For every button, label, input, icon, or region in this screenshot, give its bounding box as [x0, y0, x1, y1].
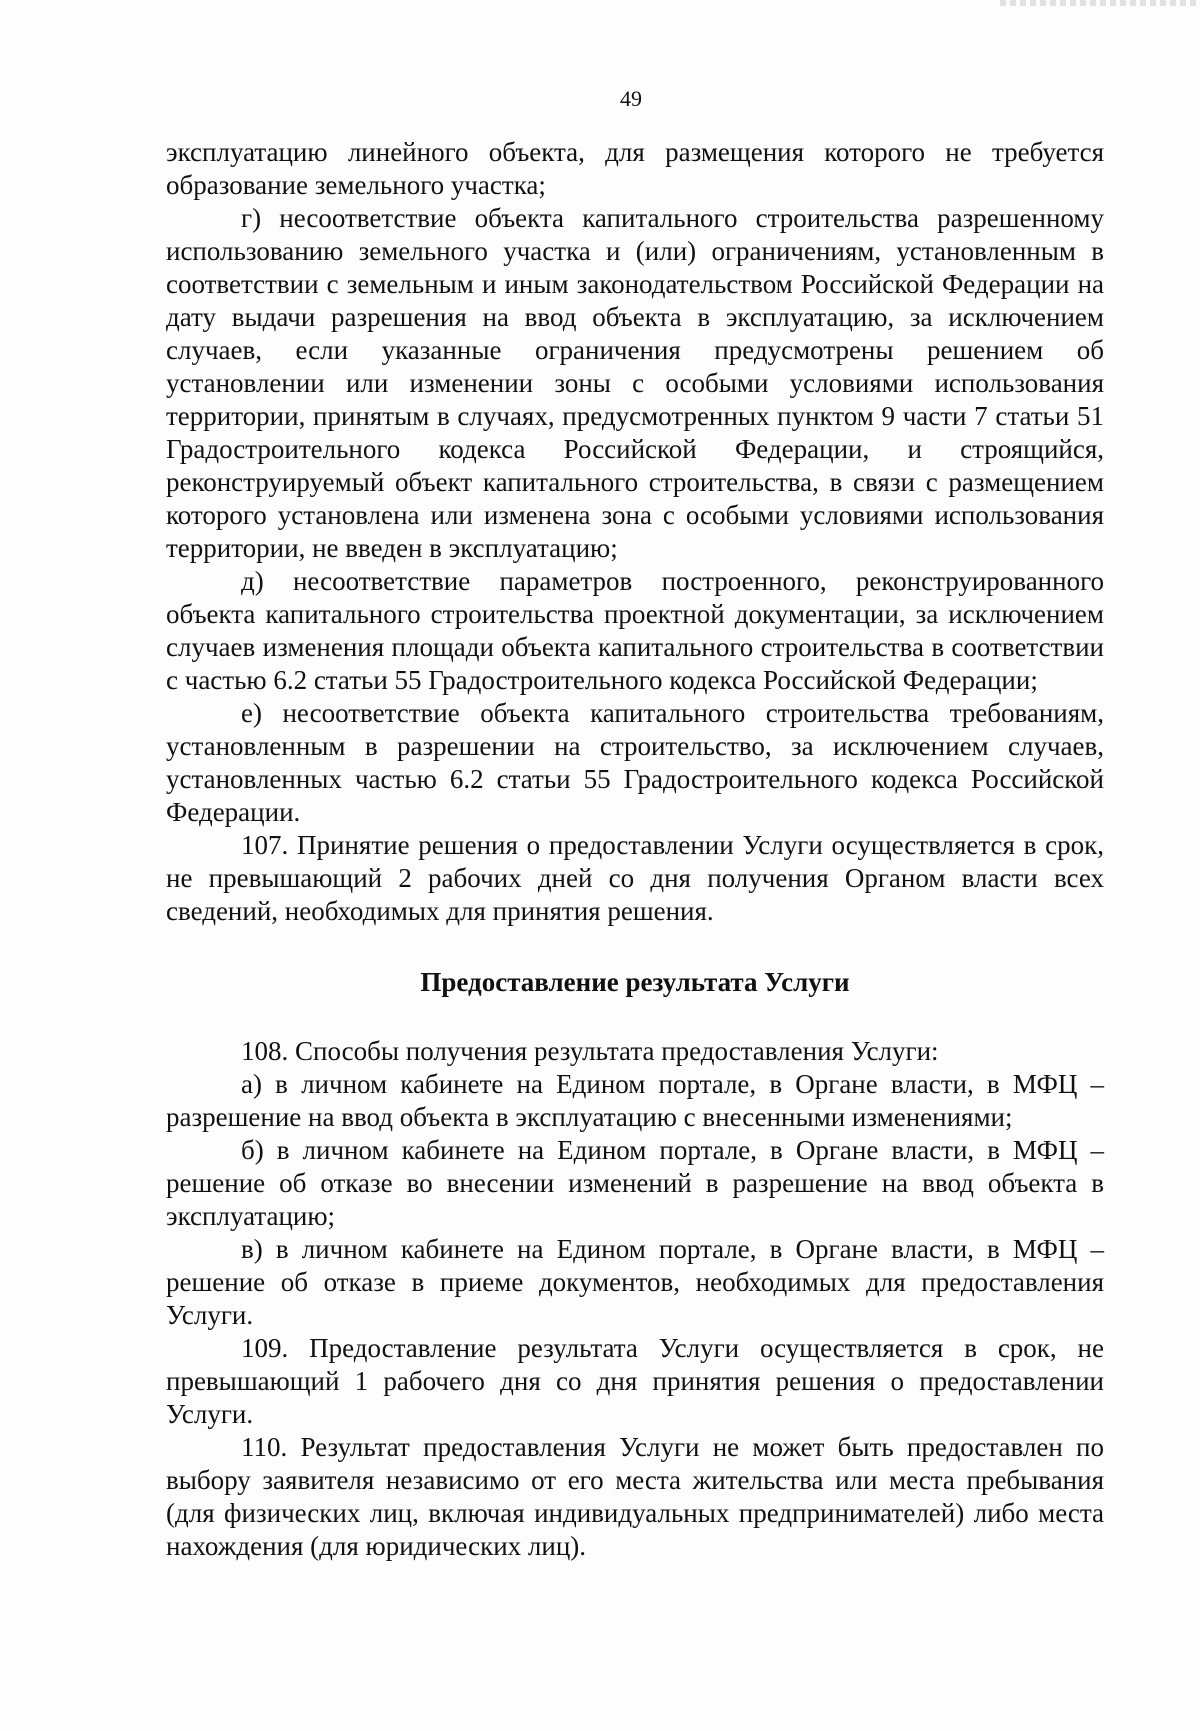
document-body — [166, 136, 1104, 1563]
paragraph-109: 109. Предоставление результата Услуги осуществляется в срок, не превышающий 1 рабочего дня со дня принятия решения о предоставлении Услуги. — [166, 1333, 1104, 1429]
paragraph-110: 110. Результат предоставления Услуги не может быть предоставлен по выбору заявителя независимо от его места жительства или места пребывания (для физических лиц, включая индивидуальных предпринимателей) либо места нахождения (для юридических лиц). — [166, 1432, 1104, 1561]
paragraph-item-d: д) несоответствие параметров построенного, реконструированного объекта капитального строительства проектной документации, за исключением случаев изменения площади объекта капитального строительства в соответствии с частью 6.2 статьи 55 Градостроительного кодекса Российской Федерации; — [166, 566, 1104, 695]
paragraph-continuation: эксплуатацию линейного объекта, для размещения которого не требуется образование земельного участка; — [166, 137, 1104, 200]
paragraph-107: 107. Принятие решения о предоставлении Услуги осуществляется в срок, не превышающий 2 рабочих дней со дня получения Органом власти всех сведений, необходимых для принятия решения. — [166, 830, 1104, 926]
paragraph-item-v: в) в личном кабинете на Едином портале, в Органе власти, в МФЦ – решение об отказе в приеме документов, необходимых для предоставления Услуги. — [166, 1234, 1104, 1330]
paragraph-item-b: б) в личном кабинете на Едином портале, в Органе власти, в МФЦ – решение об отказе во внесении изменений в разрешение на ввод объекта в эксплуатацию; — [166, 1135, 1104, 1231]
paragraph-item-g: г) несоответствие объекта капитального строительства разрешенному использованию земельного участка и (или) ограничениям, установленным в соответствии с земельным и иным законодательством Российской Федерации на дату выдачи разрешения на ввод объекта в эксплуатацию, за исключением случаев, если указанные ограничения предусмотрены решением об установлении или изменении зоны с особыми условиями использования территории, принятым в случаях, предусмотренных пунктом 9 части 7 статьи 51 Градостроительного кодекса Российской Федерации, и строящийся, реконструируемый объект капитального строительства, в связи с размещением которого установлена или изменена зона с особыми условиями использования территории, не введен в эксплуатацию; — [166, 203, 1104, 563]
paragraph-item-a: а) в личном кабинете на Едином портале, в Органе власти, в МФЦ – разрешение на ввод объекта в эксплуатацию с внесенными изменениями; — [166, 1069, 1104, 1132]
paragraph-108: 108. Способы получения результата предоставления Услуги: — [241, 1036, 939, 1066]
section-heading: Предоставление результата Услуги — [420, 967, 850, 997]
page-number: 49 — [620, 86, 642, 111]
paragraph-item-e: е) несоответствие объекта капитального строительства требованиям, установленным в разрешении на строительство, за исключением случаев, установленных частью 6.2 статьи 55 Градостроительного кодекса Российской Федерации. — [166, 698, 1104, 827]
scan-edge-mark — [1000, 0, 1200, 6]
